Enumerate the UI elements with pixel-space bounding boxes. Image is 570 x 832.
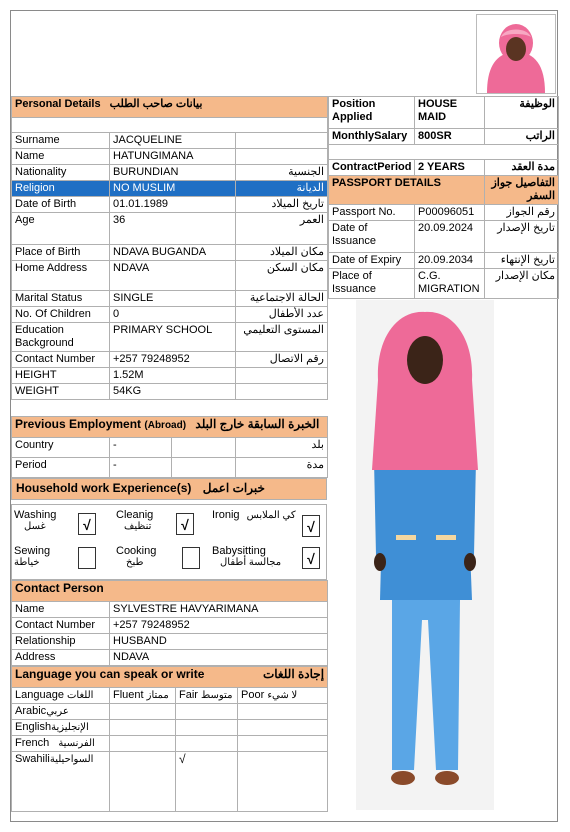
value-dob: 01.01.1989 <box>110 197 236 213</box>
row-surname <box>12 133 328 149</box>
language-title-ar: إجادة اللغات <box>262 667 325 681</box>
value-pob: NDAVA BUGANDA <box>110 245 236 261</box>
ar-passport-no: رقم الجواز <box>485 205 559 221</box>
lang-french-poor <box>238 736 328 752</box>
value-education: PRIMARY SCHOOL <box>110 323 236 352</box>
col-language: Language <box>15 689 64 701</box>
contact-person-table <box>11 580 328 666</box>
label-salary: MonthlySalary <box>329 129 415 145</box>
previous-employment-header <box>12 417 328 438</box>
ar-nationality: الجنسية <box>236 165 328 181</box>
ar-age: العمر <box>236 213 328 245</box>
value-home-address: NDAVA <box>110 261 236 291</box>
row-contact-number <box>12 618 328 634</box>
ar-home-address: مكان السكن <box>236 261 328 291</box>
row-contract <box>329 160 559 176</box>
value-country: - <box>110 438 172 458</box>
lang-arabic-fluent <box>110 704 176 720</box>
ar-contract: مدة العقد <box>485 160 559 176</box>
skill-babysitting <box>212 545 324 577</box>
value-period: - <box>110 458 172 478</box>
label-surname: Surname <box>12 133 110 149</box>
label-issuance-date: Date of Issuance <box>329 221 415 253</box>
skill-ironing-label: Ironig <box>212 509 240 521</box>
value-contact: +257 79248952 <box>110 352 236 368</box>
label-education: Education Background <box>12 323 110 352</box>
label-home-address: Home Address <box>12 261 110 291</box>
row-country <box>12 438 328 458</box>
col-fluent: Fluent <box>113 689 144 701</box>
label-nationality: Nationality <box>12 165 110 181</box>
skill-cooking-label-ar: طبخ <box>126 557 144 568</box>
value-passport-no: P00096051 <box>415 205 485 221</box>
skill-sewing-label: Sewing <box>14 545 51 557</box>
ar-religion: الديانة <box>236 181 328 197</box>
skill-ironing-label-ar: كي الملابس <box>246 510 296 521</box>
row-age <box>12 213 328 245</box>
ar-pob: مكان الميلاد <box>236 245 328 261</box>
lang-swahili-poor <box>238 752 328 812</box>
lang-swahili-fair: √ <box>176 752 238 812</box>
checkbox-sewing[interactable] <box>78 547 96 569</box>
row-address <box>12 650 328 666</box>
value-position: HOUSE MAID <box>415 97 485 129</box>
value-issuance-date: 20.09.2024 <box>415 221 485 253</box>
ar-expiry-date: تاريخ الإنتهاء <box>485 253 559 269</box>
label-contract: ContractPeriod <box>329 160 415 176</box>
empty-cell <box>172 438 236 458</box>
skill-washing <box>14 509 114 541</box>
label-position: Position Applied <box>329 97 415 129</box>
previous-employment-abroad: (Abroad) <box>144 420 187 431</box>
ar-period: مدة <box>236 458 328 478</box>
label-issuance-place: Place of Issuance <box>329 269 415 299</box>
row-expiry-date <box>329 253 559 269</box>
lang-arabic-fair <box>176 704 238 720</box>
checkbox-cleaning[interactable]: √ <box>176 513 194 535</box>
empty-cell <box>172 458 236 478</box>
checkbox-washing[interactable]: √ <box>78 513 96 535</box>
value-contact-name: SYLVESTRE HAVYARIMANA <box>110 602 328 618</box>
row-weight <box>12 384 328 400</box>
label-age: Age <box>12 213 110 245</box>
label-contact: Contact Number <box>12 352 110 368</box>
row-issuance-place <box>329 269 559 299</box>
row-nationality <box>12 165 328 181</box>
lang-swahili-fluent <box>110 752 176 812</box>
value-address: NDAVA <box>110 650 328 666</box>
label-weight: WEIGHT <box>12 384 110 400</box>
row-children <box>12 307 328 323</box>
skill-babysitting-label: Babysitting <box>212 545 266 557</box>
ar-education: المستوى التعليمي <box>236 323 328 352</box>
row-height <box>12 368 328 384</box>
passport-title: PASSPORT DETAILS <box>329 176 485 205</box>
value-religion: NO MUSLIM <box>110 181 236 197</box>
lang-arabic-ar: عربي <box>46 706 69 717</box>
previous-employment-title: Previous Employment <box>15 417 142 431</box>
label-religion: Religion <box>12 181 110 197</box>
personal-details-table <box>11 96 328 400</box>
row-contact <box>12 352 328 368</box>
label-contact-name: Name <box>12 602 110 618</box>
household-header <box>11 478 327 500</box>
label-height: HEIGHT <box>12 368 110 384</box>
value-height: 1.52M <box>110 368 236 384</box>
checkbox-babysitting[interactable]: √ <box>302 547 320 569</box>
row-education <box>12 323 328 352</box>
row-salary <box>329 129 559 145</box>
skill-cleaning-label-ar: تنظيف <box>124 521 152 532</box>
col-poor-ar: لا شيء <box>267 690 298 701</box>
lang-french-fair <box>176 736 238 752</box>
language-table <box>11 666 328 812</box>
row-home-address <box>12 261 328 291</box>
value-issuance-place: C.G. MIGRATION <box>415 269 485 299</box>
language-title: Language you can speak or write <box>15 667 205 681</box>
ar-salary: الراتب <box>485 129 559 145</box>
value-name: HATUNGIMANA <box>110 149 236 165</box>
skill-washing-label-ar: غسل <box>24 521 46 532</box>
skill-ironing <box>212 509 324 541</box>
skill-cooking <box>116 545 212 577</box>
col-poor: Poor <box>241 689 265 701</box>
ar-surname <box>236 133 328 149</box>
skill-babysitting-label-ar: مجالسة أطفال <box>220 557 282 568</box>
ar-position: الوظيفة <box>485 97 559 129</box>
value-contact-number: +257 79248952 <box>110 618 328 634</box>
ar-issuance-date: تاريخ الإصدار <box>485 221 559 253</box>
checkbox-cooking[interactable] <box>182 547 200 569</box>
value-surname: JACQUELINE <box>110 133 236 149</box>
value-contract: 2 YEARS <box>415 160 485 176</box>
personal-details-title: Personal Details <box>15 98 101 110</box>
row-lang-english <box>12 720 328 736</box>
ar-contact: رقم الاتصال <box>236 352 328 368</box>
skill-cooking-label: Cooking <box>116 545 157 557</box>
lang-french-fluent <box>110 736 176 752</box>
row-lang-french <box>12 736 328 752</box>
label-expiry-date: Date of Expiry <box>329 253 415 269</box>
previous-employment-table <box>11 416 328 478</box>
ar-weight <box>236 384 328 400</box>
col-fair-ar: متوسط <box>201 690 233 701</box>
row-name <box>12 149 328 165</box>
contact-person-title: Contact Person <box>12 581 328 602</box>
ar-country: بلد <box>236 438 328 458</box>
skill-cleaning-label: Cleanig <box>116 509 154 521</box>
household-grid <box>11 504 327 580</box>
col-language-ar: اللغات <box>67 690 94 701</box>
job-details-table <box>328 96 559 299</box>
previous-employment-title-ar: الخبرة السابقة خارج البلد <box>195 417 320 431</box>
full-body-photo <box>356 300 494 810</box>
row-position <box>329 97 559 129</box>
lang-swahili: Swahili <box>15 753 50 765</box>
value-salary: 800SR <box>415 129 485 145</box>
lang-english: English <box>15 721 52 733</box>
passport-title-ar: التفاصيل جواز السفر <box>485 176 559 205</box>
household-title: Household work Experience(s) <box>16 481 192 495</box>
value-age: 36 <box>110 213 236 245</box>
lang-english-poor <box>238 720 328 736</box>
household-title-ar: خبرات اعمل <box>202 481 265 495</box>
row-dob <box>12 197 328 213</box>
personal-details-title-ar: بيانات صاحب الطلب <box>109 98 203 110</box>
value-children: 0 <box>110 307 236 323</box>
lang-english-ar: الإنجليزية <box>51 722 89 733</box>
ar-children: عدد الأطفال <box>236 307 328 323</box>
lang-swahili-ar: السواحيلية <box>49 754 94 765</box>
lang-french: French <box>15 737 50 749</box>
lang-english-fluent <box>110 720 176 736</box>
ar-marital: الحالة الاجتماعية <box>236 291 328 307</box>
lang-arabic-poor <box>238 704 328 720</box>
col-fair: Fair <box>179 689 198 701</box>
lang-arabic: Arabic <box>15 705 47 717</box>
skill-washing-label: Washing <box>14 509 57 521</box>
value-weight: 54KG <box>110 384 236 400</box>
row-religion <box>12 181 328 197</box>
row-contact-name <box>12 602 328 618</box>
language-col-headers <box>12 688 328 704</box>
label-name: Name <box>12 149 110 165</box>
label-children: No. Of Children <box>12 307 110 323</box>
passport-header <box>329 176 559 205</box>
ar-issuance-place: مكان الإصدار <box>485 269 559 299</box>
col-fluent-ar: ممتاز <box>146 690 169 701</box>
skill-cleaning <box>116 509 212 541</box>
value-marital: SINGLE <box>110 291 236 307</box>
lang-english-fair <box>176 720 238 736</box>
label-country: Country <box>12 438 110 458</box>
label-contact-number: Contact Number <box>12 618 110 634</box>
label-address: Address <box>12 650 110 666</box>
value-relationship: HUSBAND <box>110 634 328 650</box>
value-expiry-date: 20.09.2034 <box>415 253 485 269</box>
row-lang-swahili <box>12 752 328 812</box>
row-issuance-date <box>329 221 559 253</box>
value-nationality: BURUNDIAN <box>110 165 236 181</box>
skill-sewing <box>14 545 114 577</box>
row-lang-arabic <box>12 704 328 720</box>
row-passport-no <box>329 205 559 221</box>
ar-name <box>236 149 328 165</box>
row-relationship <box>12 634 328 650</box>
personal-details-header <box>12 97 328 118</box>
lang-french-ar: الفرنسية <box>58 738 95 749</box>
label-relationship: Relationship <box>12 634 110 650</box>
ar-height <box>236 368 328 384</box>
label-dob: Date of Birth <box>12 197 110 213</box>
skill-sewing-label-ar: خياطة <box>14 557 40 568</box>
ar-dob: تاريخ الميلاد <box>236 197 328 213</box>
row-marital <box>12 291 328 307</box>
portrait-photo <box>476 14 556 94</box>
label-period: Period <box>12 458 110 478</box>
checkbox-ironing[interactable]: √ <box>302 515 320 537</box>
label-passport-no: Passport No. <box>329 205 415 221</box>
row-pob <box>12 245 328 261</box>
row-period <box>12 458 328 478</box>
label-marital: Marital Status <box>12 291 110 307</box>
label-pob: Place of Birth <box>12 245 110 261</box>
